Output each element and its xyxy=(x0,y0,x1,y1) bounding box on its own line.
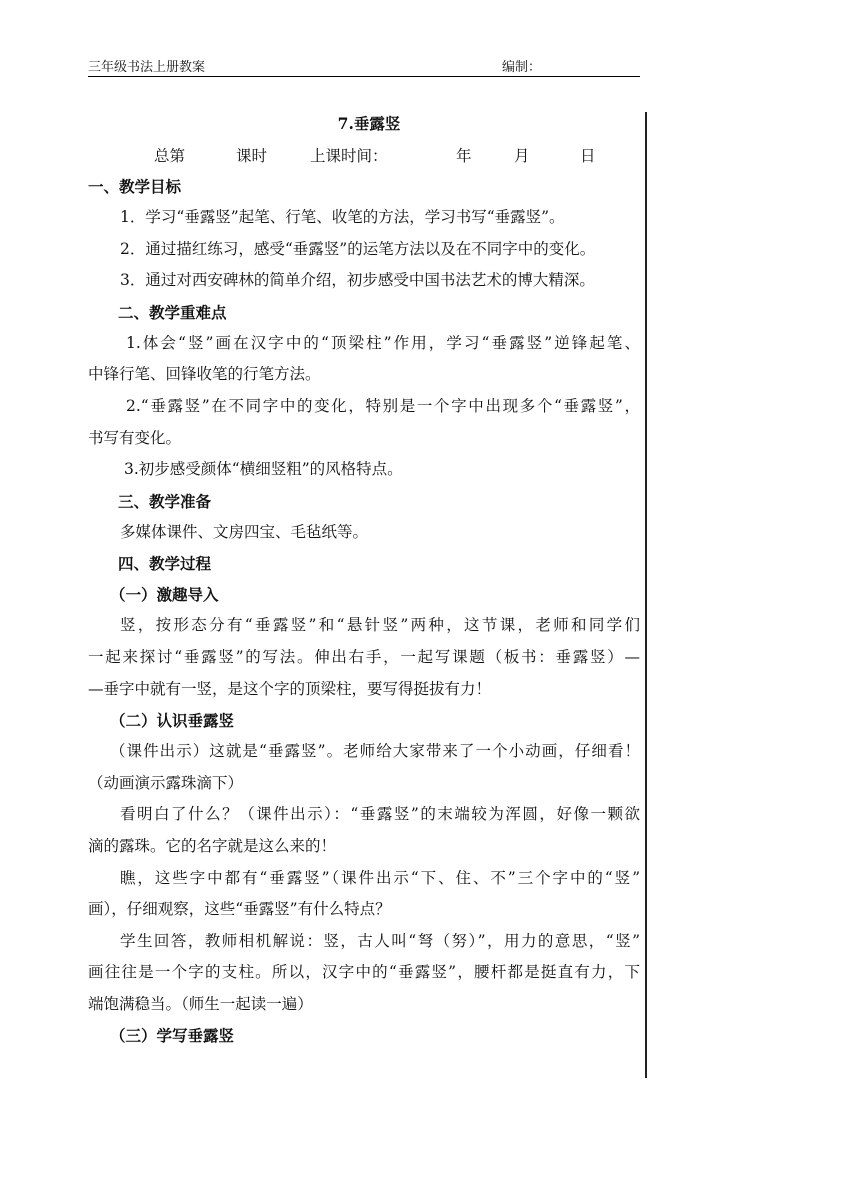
section-heading-preparation: 三、教学准备 xyxy=(118,491,212,511)
key-point-1-line-2: 中锋行笔、回锋收笔的行笔方法。 xyxy=(88,365,321,384)
objective-item-3: 3．通过对西安碑林的简单介绍，初步感受中国书法艺术的博大精深。 xyxy=(120,271,595,290)
key-point-2-line-1: 2.“垂露竖”在不同字中的变化，特别是一个字中出现多个“垂露竖”， xyxy=(126,396,640,415)
right-margin-rule xyxy=(645,112,647,1078)
preparation-text: 多媒体课件、文房四宝、毛毡纸等。 xyxy=(120,522,369,541)
lesson-plan-body xyxy=(88,113,640,1051)
meta-period: 课时 xyxy=(236,147,268,165)
section-heading-key-points: 二、教学重难点 xyxy=(118,302,227,322)
recognize-line-1: （课件出示）这就是“垂露竖”。老师给大家带来了一个小动画，仔细看！ xyxy=(110,742,640,761)
key-point-2-line-2: 书写有变化。 xyxy=(88,428,182,447)
lesson-title: 7.垂露竖 xyxy=(337,114,401,133)
understand-line-2: 滴的露珠。它的名字就是这么来的！ xyxy=(88,836,337,855)
explain-line-1: 学生回答，教师相机解说：竖，古人叫“弩（努）”，用力的意思，“竖” xyxy=(120,931,640,950)
intro-line-1: 竖，按形态分有“垂露竖”和“悬针竖”两种，这节课，老师和同学们 xyxy=(120,616,640,635)
subheading-intro: （一）激趣导入 xyxy=(110,585,219,605)
meta-time-label: 上课时间： xyxy=(310,147,388,165)
intro-line-3: —垂字中就有一竖，是这个字的顶梁柱，要写得挺拔有力！ xyxy=(88,679,492,698)
objective-item-1: 1．学习“垂露竖”起笔、行笔、收笔的方法，学习书写“垂露竖”。 xyxy=(120,208,565,226)
meta-total: 总第 xyxy=(154,147,186,165)
subheading-recognize: （二）认识垂露竖 xyxy=(110,711,235,731)
section-heading-process: 四、教学过程 xyxy=(118,554,212,574)
intro-line-2: 一起来探讨“垂露竖”的写法。伸出右手，一起写课题（板书：垂露竖）— xyxy=(88,647,640,666)
key-point-3: 3.初步感受颜体“横细竖粗”的风格特点。 xyxy=(124,460,403,479)
observe-line-2: 画），仔细观察，这些“垂露竖”有什么特点？ xyxy=(88,900,391,919)
lesson-meta-row xyxy=(88,141,640,171)
understand-line-1: 看明白了什么？（课件出示）：“垂露竖”的末端较为浑圆，好像一颗欲 xyxy=(120,805,640,824)
subheading-practice: （三）学写垂露竖 xyxy=(110,1026,235,1046)
header-editor-label: 编制： xyxy=(502,60,542,75)
meta-day: 日 xyxy=(580,147,596,165)
meta-month: 月 xyxy=(514,147,530,165)
page-header xyxy=(88,56,640,77)
observe-line-1: 瞧，这些字中都有“垂露竖”（课件出示“下、住、不”三个字中的“竖” xyxy=(120,868,640,887)
explain-line-3: 端饱满稳当。（师生一起读一遍） xyxy=(88,994,313,1013)
meta-year: 年 xyxy=(456,147,472,165)
objective-item-2: 2．通过描红练习，感受“垂露竖”的运笔方法以及在不同字中的变化。 xyxy=(120,239,596,258)
key-point-1-line-1: 1.体会“竖”画在汉字中的“顶梁柱”作用，学习“垂露竖”逆锋起笔、 xyxy=(126,333,640,352)
section-heading-objectives: 一、教学目标 xyxy=(88,177,182,196)
header-course-title: 三年级书法上册教案 xyxy=(88,60,206,75)
recognize-line-2: （动画演示露珠滴下） xyxy=(88,773,244,792)
explain-line-2: 画往往是一个字的支柱。所以，汉字中的“垂露竖”，腰杆都是挺直有力，下 xyxy=(88,963,640,982)
